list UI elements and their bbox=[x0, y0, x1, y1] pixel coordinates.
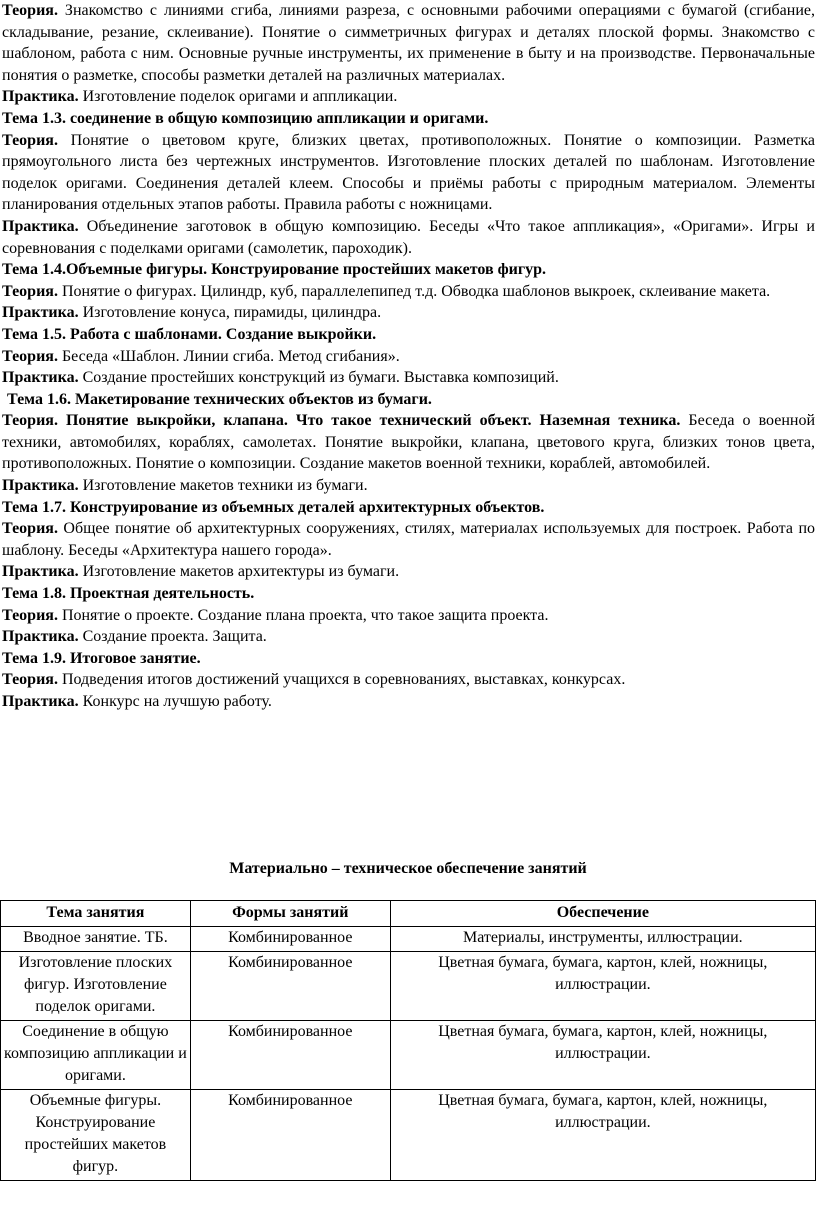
topic-heading: Тема 1.7. Конструирование из объемных деталей архитектурных объектов. bbox=[2, 498, 545, 516]
topic-heading: Тема 1.4.Объемные фигуры. Конструирование простейших макетов фигур. bbox=[2, 261, 547, 279]
cell-provision: Цветная бумага, бумага, картон, клей, ножницы, иллюстрации. bbox=[390, 1021, 815, 1090]
column-header-provision: Обеспечение bbox=[390, 901, 815, 927]
paragraph-label: Теория. bbox=[2, 671, 58, 689]
cell-provision: Материалы, инструменты, иллюстрации. bbox=[390, 927, 815, 952]
paragraph-label: Практика. bbox=[2, 628, 79, 646]
table-row bbox=[1, 1090, 816, 1181]
cell-provision: Цветная бумага, бумага, картон, клей, ножницы, иллюстрации. bbox=[390, 1090, 815, 1181]
table-row bbox=[1, 952, 816, 1021]
content-paragraph bbox=[2, 86, 815, 108]
topic-heading: Тема 1.6. Макетирование технических объектов из бумаги. bbox=[7, 390, 432, 408]
paragraph-label: Практика. bbox=[2, 693, 79, 710]
cell-form: Комбинированное bbox=[190, 1090, 390, 1181]
section-title: Материально – техническое обеспечение занятий bbox=[229, 860, 587, 877]
content-paragraph bbox=[2, 0, 815, 86]
content-paragraph bbox=[2, 410, 815, 475]
paragraph-text: Общее понятие об архитектурных сооружениях, стилях, материалах используемых для построек. Работа по шаблону. Беседы «Архитектура нашего города». bbox=[2, 520, 815, 559]
topic-heading: Тема 1.8. Проектная деятельность. bbox=[2, 585, 255, 603]
cell-form: Комбинированное bbox=[190, 1021, 390, 1090]
topic-heading: Тема 1.3. соединение в общую композицию аппликации и оригами. bbox=[2, 109, 489, 127]
content-paragraph bbox=[2, 281, 815, 303]
paragraph-label: Теория. bbox=[2, 347, 58, 365]
content-paragraph bbox=[2, 626, 815, 648]
content-paragraph bbox=[2, 302, 815, 324]
paragraph-text: Понятие о проекте. Создание плана проекта, что такое защита проекта. bbox=[57, 606, 549, 624]
topic-heading: Тема 1.9. Итоговое занятие. bbox=[2, 649, 201, 667]
content-paragraph bbox=[2, 518, 815, 561]
paragraph-label: Теория. Понятие выкройки, клапана. Что такое технический объект. Наземная техника. bbox=[2, 412, 681, 430]
cell-topic: Изготовление плоских фигур. Изготовление поделок оригами. bbox=[1, 952, 191, 1021]
paragraph-text: Изготовление поделок оригами и аппликации. bbox=[78, 88, 398, 106]
content-paragraph bbox=[2, 475, 815, 497]
table-row bbox=[1, 1021, 816, 1090]
paragraph-text: Знакомство с линиями сгиба, линиями разреза, с основными рабочими операциями с бумагой (сгибание, складывание, резание, склеивание). Понятие о симметричных фигурах и деталях плоской формы. Знакомство с шаблоном, работа с ним. Основные ручные инструменты, их применение в быту и на производстве. Первоначальные понятия о разметке, способы разметки деталей на различных материалах. bbox=[2, 2, 815, 84]
paragraph-label: Теория. bbox=[2, 131, 58, 149]
column-header-topic: Тема занятия bbox=[1, 901, 191, 927]
paragraph-text: Понятие о фигурах. Цилиндр, куб, параллелепипед т.д. Обводка шаблонов выкроек, склеивание макета. bbox=[57, 282, 771, 300]
paragraph-text: Беседа «Шаблон. Линии сгиба. Метод сгибания». bbox=[57, 347, 400, 365]
table-header-row bbox=[1, 901, 816, 927]
paragraph-label: Практика. bbox=[2, 304, 79, 322]
table-row bbox=[1, 927, 816, 952]
paragraph-text: Понятие о цветовом круге, близких цветах, противоположных. Понятие о композиции. Разметка прямоугольного листа без чертежных инструментов. Изготовление плоских деталей по шаблонам. Изготовление поделок оригами. Соединения деталей клеем. Способы и приёмы работы с природным материалом. Элементы планирования отдельных этапов работы. Правила работы с ножницами. bbox=[2, 131, 815, 214]
cell-topic: Соединение в общую композицию аппликации и оригами. bbox=[1, 1021, 191, 1090]
content-paragraph bbox=[2, 669, 815, 691]
paragraph-text: Изготовление макетов техники из бумаги. bbox=[78, 477, 368, 495]
paragraph-text: Создание простейших конструкций из бумаги. Выставка композиций. bbox=[78, 369, 559, 387]
paragraph-text: Подведения итогов достижений учащихся в соревнованиях, выставках, конкурсах. bbox=[57, 671, 626, 689]
content-paragraph bbox=[2, 691, 815, 713]
column-header-forms: Формы занятий bbox=[190, 901, 390, 927]
paragraph-text: Объединение заготовок в общую композицию. Беседы «Что такое аппликация», «Оригами». Игры и соревнования с поделками оригами (самолетик, пароходик). bbox=[2, 217, 815, 257]
content-paragraph bbox=[2, 561, 815, 583]
cell-topic: Объемные фигуры. Конструирование простейших макетов фигур. bbox=[1, 1090, 191, 1181]
cell-topic: Вводное занятие. ТБ. bbox=[1, 927, 191, 952]
paragraph-label: Практика. bbox=[2, 477, 79, 495]
cell-form: Комбинированное bbox=[190, 952, 390, 1021]
cell-form: Комбинированное bbox=[190, 927, 390, 952]
paragraph-label: Теория. bbox=[2, 520, 58, 538]
paragraph-text: Изготовление конуса, пирамиды, цилиндра. bbox=[78, 304, 382, 322]
paragraph-label: Практика. bbox=[2, 88, 79, 106]
content-paragraph bbox=[2, 130, 815, 216]
paragraph-label: Практика. bbox=[2, 563, 79, 581]
content-paragraph bbox=[2, 346, 815, 368]
paragraph-label: Практика. bbox=[2, 217, 79, 235]
paragraph-text: Создание проекта. Защита. bbox=[78, 628, 267, 646]
content-paragraph bbox=[2, 216, 815, 259]
cell-provision: Цветная бумага, бумага, картон, клей, ножницы, иллюстрации. bbox=[390, 952, 815, 1021]
paragraph-label: Теория. bbox=[2, 2, 58, 19]
topic-heading: Тема 1.5. Работа с шаблонами. Создание выкройки. bbox=[2, 325, 377, 343]
paragraph-text: Беседа о военной техники, автомобилях, кораблях, самолетах. Понятие выкройки, клапана, цветового круга, близких тонов цвета, противоположных. Понятие о композиции. Создание макетов военной техники, кораблей, автомобилей. bbox=[2, 412, 816, 473]
content-paragraph bbox=[2, 605, 815, 627]
content-paragraph bbox=[2, 367, 815, 389]
paragraph-text: Изготовление макетов архитектуры из бумаги. bbox=[78, 563, 400, 581]
paragraph-text: Конкурс на лучшую работу. bbox=[78, 693, 272, 710]
paragraph-label: Практика. bbox=[2, 369, 79, 387]
paragraph-label: Теория. bbox=[2, 282, 58, 300]
materials-table bbox=[0, 900, 816, 1181]
paragraph-label: Теория. bbox=[2, 606, 58, 624]
